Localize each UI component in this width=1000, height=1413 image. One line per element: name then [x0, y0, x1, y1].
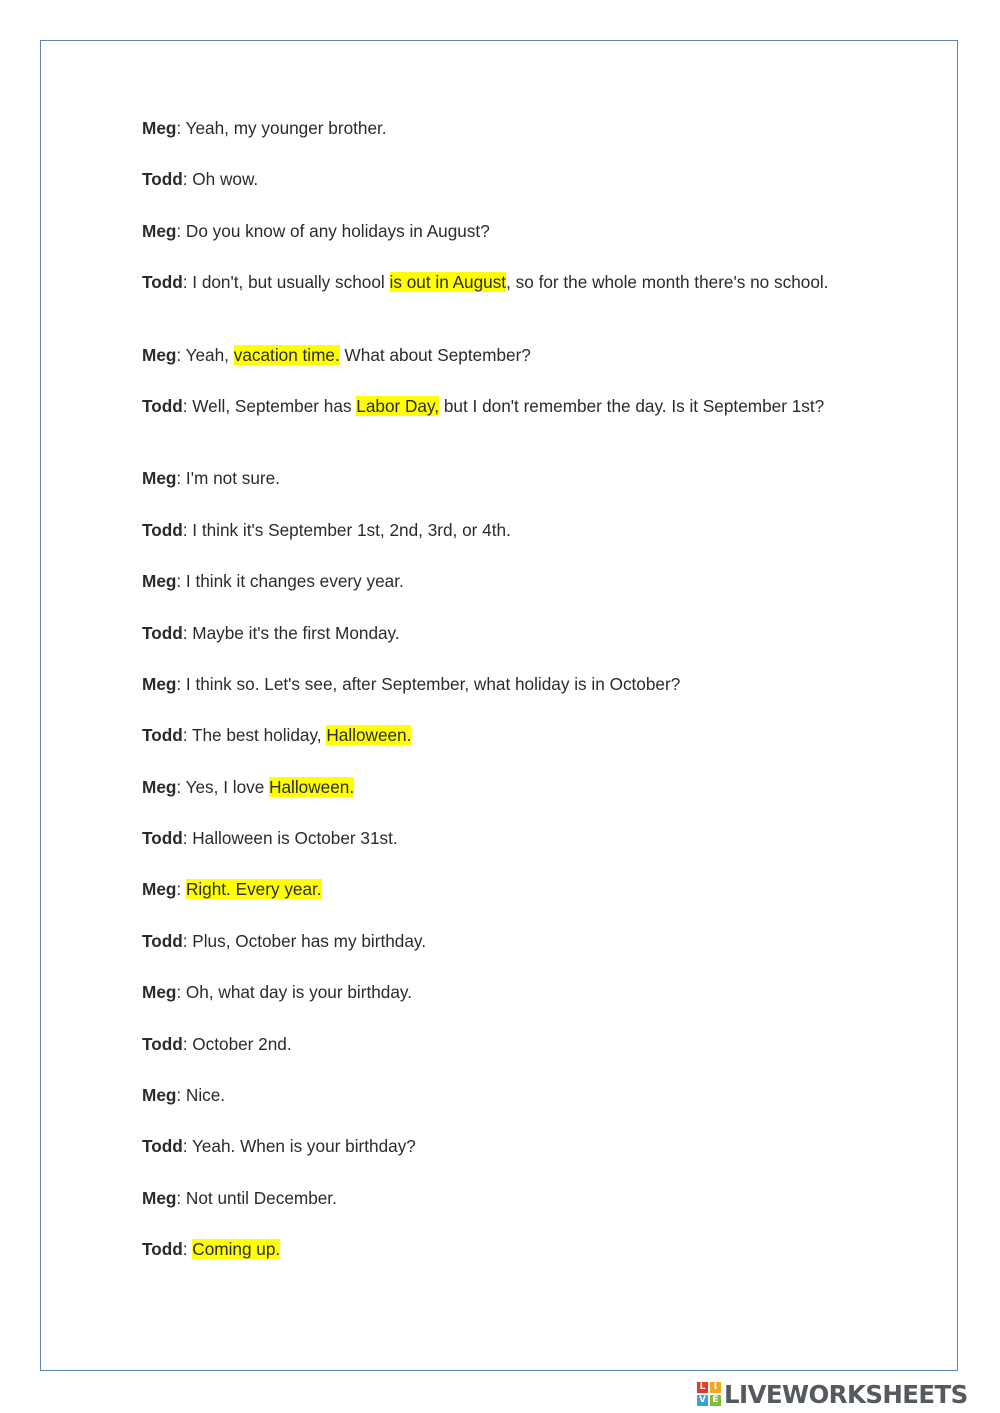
highlighted-phrase: Halloween. [326, 725, 412, 746]
highlighted-phrase: Right. Every year. [185, 879, 322, 900]
logo-icon-tile: I [710, 1382, 721, 1393]
speaker-name: Todd [142, 1033, 183, 1054]
speaker-name: Todd [142, 395, 183, 416]
highlighted-phrase: vacation time. [233, 344, 340, 365]
dialogue-text: : I think it changes every year. [176, 571, 404, 592]
dialogue-line [142, 777, 847, 828]
liveworksheets-logo [697, 1380, 968, 1408]
highlighted-phrase: Coming up. [192, 1239, 281, 1260]
dialogue-line [142, 1136, 847, 1187]
highlighted-phrase: Labor Day, [356, 395, 440, 416]
dialogue-line [142, 396, 847, 468]
dialogue-text: : Yes, I love [176, 776, 270, 797]
dialogue-text: : Halloween is October 31st. [182, 828, 398, 849]
speaker-name: Todd [142, 169, 183, 190]
speaker-name: Meg [142, 571, 177, 592]
dialogue-line [142, 468, 847, 519]
highlighted-phrase: Halloween. [269, 776, 355, 797]
speaker-name: Todd [142, 272, 183, 293]
dialogue-text: : I'm not sure. [176, 468, 280, 489]
dialogue-text: , so for the whole month there's no school. [506, 272, 829, 293]
dialogue-text: : Plus, October has my birthday. [182, 930, 426, 951]
dialogue-line [142, 828, 847, 879]
speaker-name: Todd [142, 519, 183, 540]
dialogue-text: : [176, 879, 186, 900]
speaker-name: Meg [142, 1085, 177, 1106]
speaker-name: Todd [142, 1239, 183, 1260]
speaker-name: Meg [142, 673, 177, 694]
dialogue-text: What about September? [339, 344, 531, 365]
dialogue-text: : Maybe it's the first Monday. [182, 622, 400, 643]
dialogue-line [142, 623, 847, 674]
dialogue-text: : October 2nd. [182, 1033, 292, 1054]
liveworksheets-logo-text: LIVEWORKSHEETS [724, 1379, 968, 1409]
dialogue-line [142, 272, 847, 344]
dialogue-line [142, 571, 847, 622]
dialogue-transcript [142, 118, 847, 1291]
speaker-name: Meg [142, 220, 177, 241]
dialogue-line [142, 345, 847, 396]
dialogue-text: : [182, 1239, 193, 1260]
speaker-name: Todd [142, 622, 183, 643]
dialogue-text: : Do you know of any holidays in August? [176, 220, 490, 241]
dialogue-text: : I don't, but usually school [182, 272, 390, 293]
speaker-name: Todd [142, 1136, 183, 1157]
dialogue-line [142, 931, 847, 982]
highlighted-phrase: is out in August [389, 272, 507, 293]
speaker-name: Meg [142, 1187, 177, 1208]
dialogue-line [142, 879, 847, 930]
dialogue-line [142, 1239, 847, 1290]
dialogue-text: : Not until December. [176, 1187, 337, 1208]
dialogue-text: : The best holiday, [182, 725, 327, 746]
logo-icon-tile: V [697, 1395, 708, 1406]
dialogue-line [142, 118, 847, 169]
dialogue-line [142, 1188, 847, 1239]
dialogue-text: : Oh wow. [182, 169, 259, 190]
logo-icon-tile: E [710, 1395, 721, 1406]
dialogue-line [142, 1085, 847, 1136]
speaker-name: Meg [142, 468, 177, 489]
liveworksheets-logo-icon [697, 1382, 721, 1406]
speaker-name: Meg [142, 344, 177, 365]
dialogue-text: : I think it's September 1st, 2nd, 3rd, or 4th. [182, 519, 511, 540]
dialogue-text: : Oh, what day is your birthday. [176, 982, 413, 1003]
speaker-name: Todd [142, 725, 183, 746]
dialogue-text: : I think so. Let's see, after September, what holiday is in October? [176, 673, 681, 694]
dialogue-text: : Yeah. When is your birthday? [182, 1136, 416, 1157]
dialogue-line [142, 725, 847, 776]
speaker-name: Meg [142, 776, 177, 797]
speaker-name: Meg [142, 118, 177, 138]
dialogue-line [142, 1034, 847, 1085]
speaker-name: Todd [142, 828, 183, 849]
dialogue-line [142, 169, 847, 220]
speaker-name: Todd [142, 930, 183, 951]
speaker-name: Meg [142, 879, 177, 900]
speaker-name: Meg [142, 982, 177, 1003]
dialogue-line [142, 982, 847, 1033]
dialogue-line [142, 520, 847, 571]
dialogue-text: but I don't remember the day. Is it September 1st? [439, 395, 825, 416]
dialogue-line [142, 674, 847, 725]
dialogue-text: : Nice. [176, 1085, 226, 1106]
dialogue-line [142, 221, 847, 272]
logo-icon-tile: L [697, 1382, 708, 1393]
dialogue-text: : Well, September has [182, 395, 357, 416]
dialogue-text: : Yeah, my younger brother. [176, 118, 387, 138]
dialogue-text: : Yeah, [176, 344, 234, 365]
